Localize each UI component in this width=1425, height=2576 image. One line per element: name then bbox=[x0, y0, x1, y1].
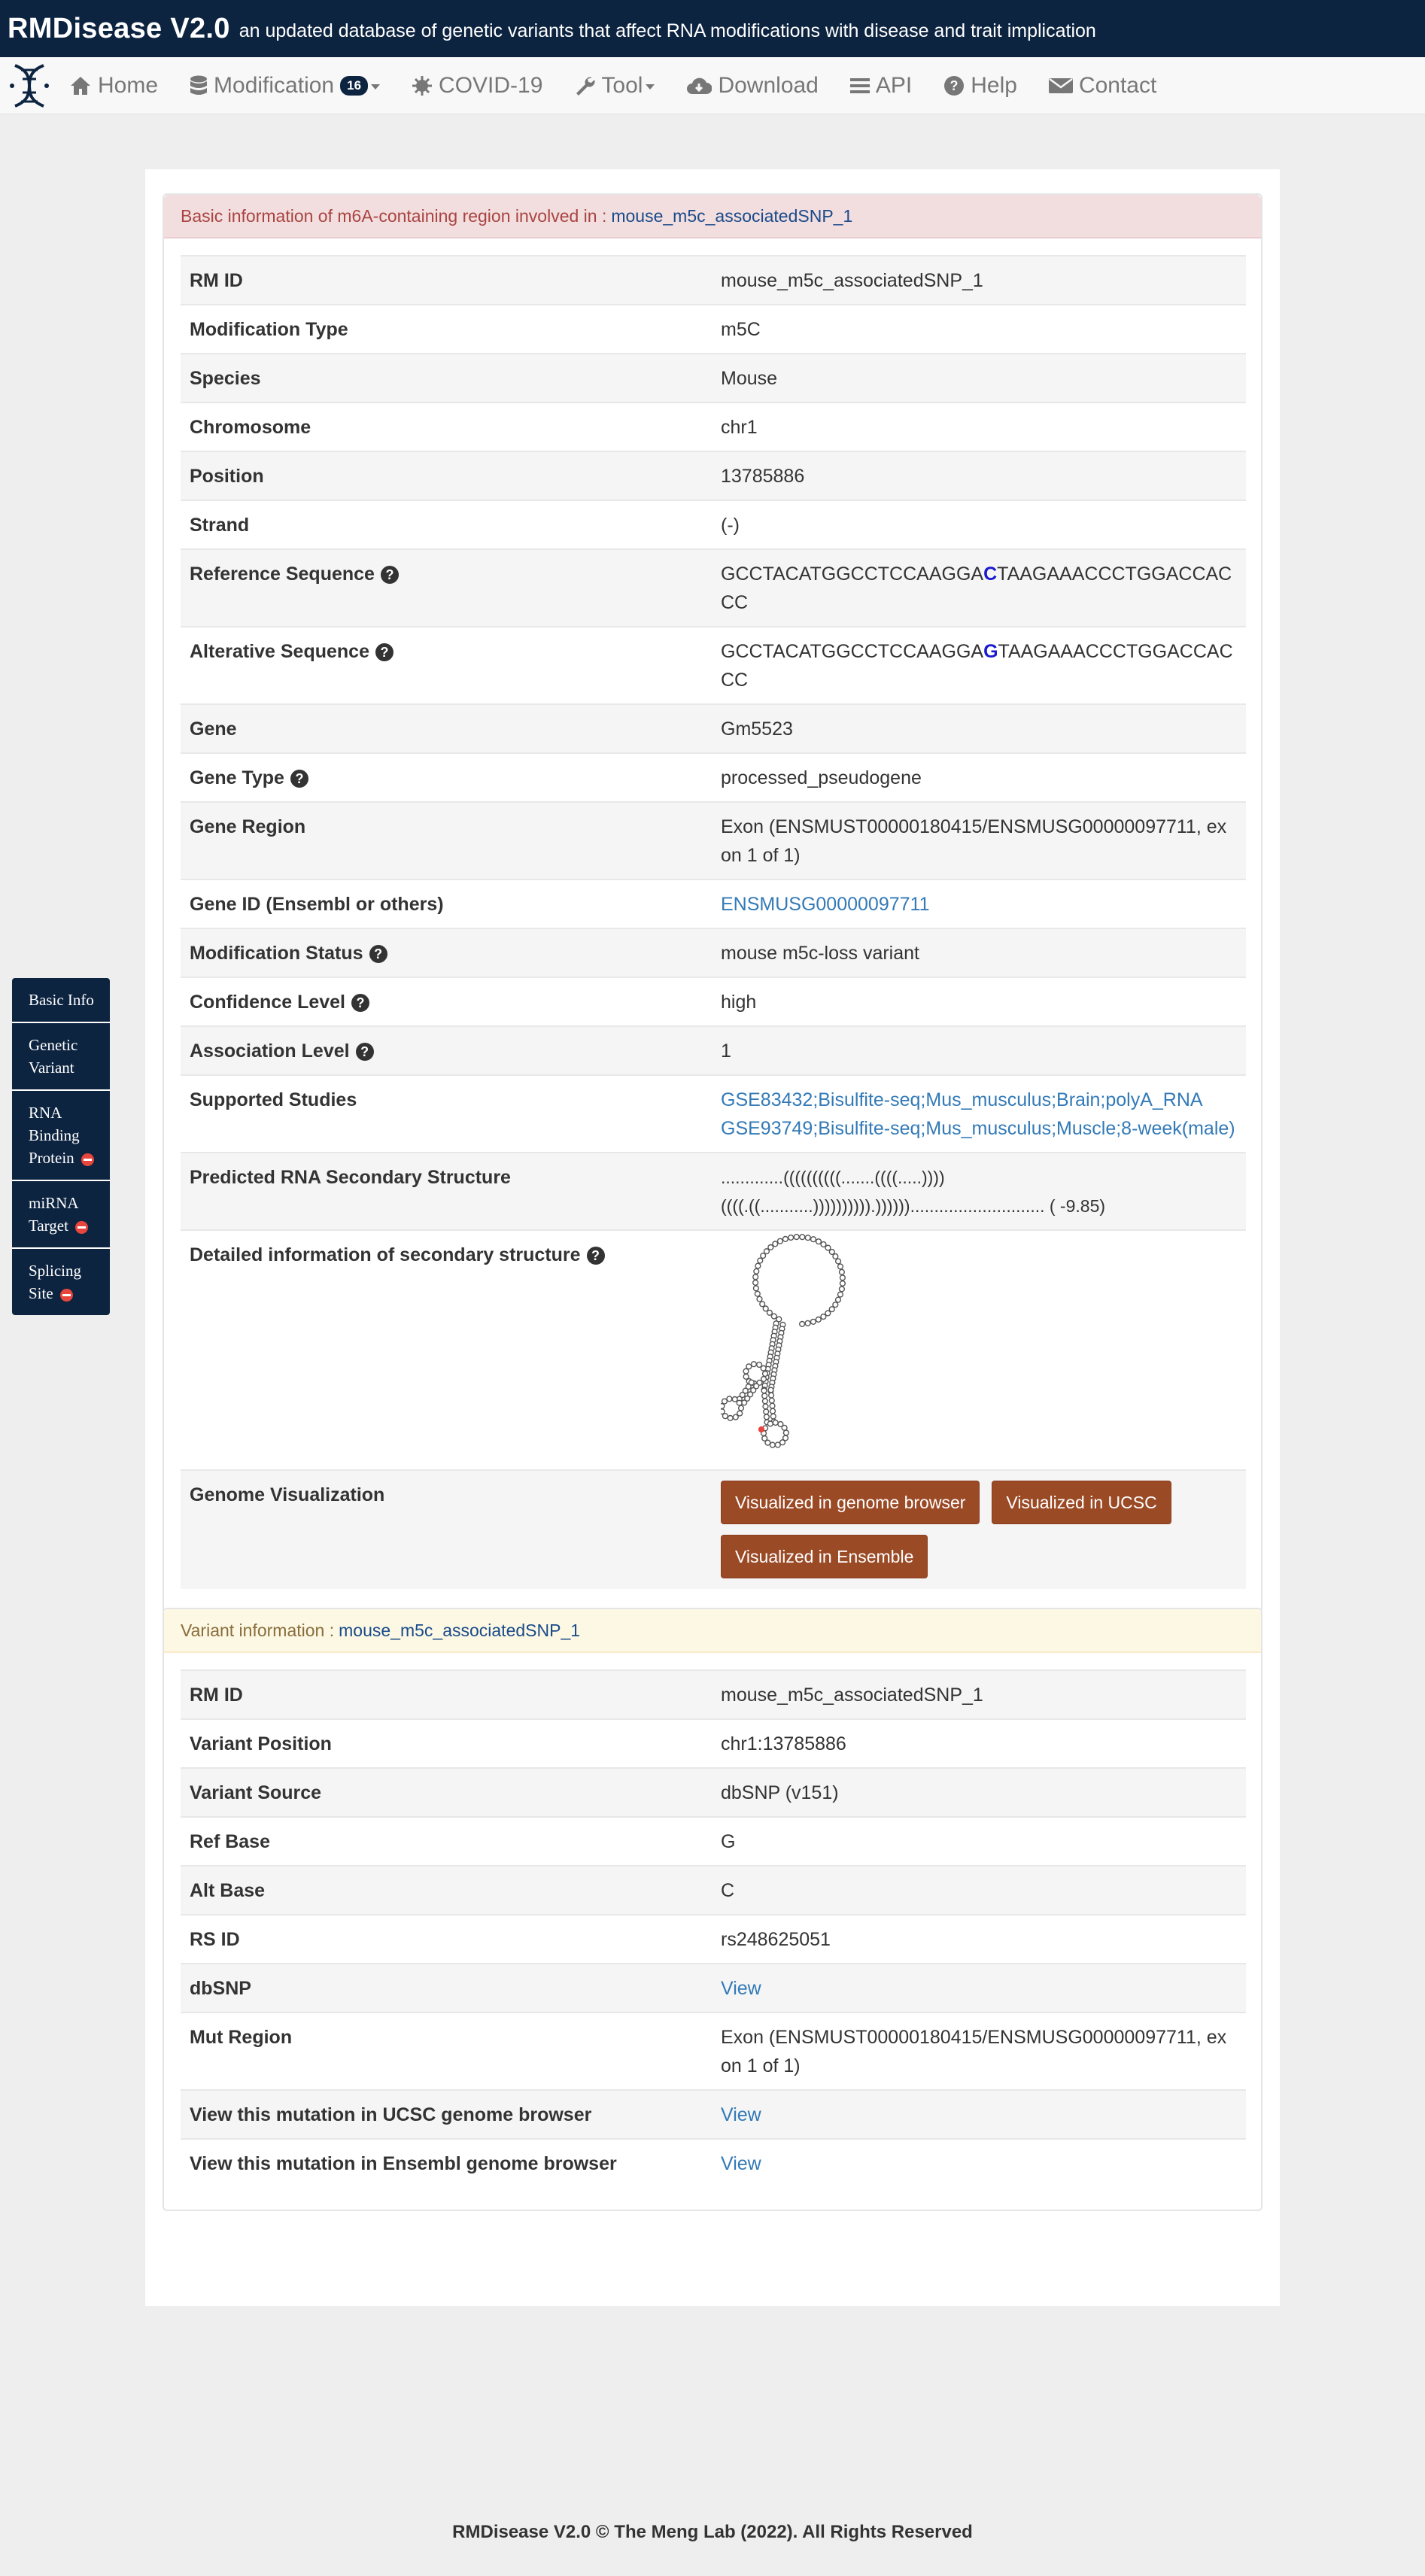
nav-covid-label: COVID-19 bbox=[439, 72, 543, 98]
help-icon[interactable]: ? bbox=[375, 643, 393, 661]
sidenav-mirna-target-label: miRNA Target bbox=[29, 1194, 78, 1235]
nucleotide-bead bbox=[821, 1314, 826, 1320]
virus-icon bbox=[412, 75, 433, 96]
section-sidenav bbox=[12, 978, 110, 1315]
minus-circle-icon bbox=[81, 1153, 94, 1166]
nucleotide-bead bbox=[821, 1242, 826, 1247]
row-value: rs248625051 bbox=[712, 1915, 1246, 1964]
row-key: Gene ID (Ensembl or others) bbox=[181, 879, 712, 928]
genome-browser-button[interactable]: Visualized in genome browser bbox=[721, 1481, 980, 1524]
question-circle-icon bbox=[943, 75, 965, 96]
row-value: C bbox=[712, 1866, 1246, 1915]
row-key bbox=[181, 1026, 712, 1075]
nucleotide-bead bbox=[784, 1430, 789, 1435]
row-key: Genome Visualization bbox=[181, 1470, 712, 1589]
main-content bbox=[145, 169, 1280, 2306]
table-row bbox=[181, 1915, 1246, 1964]
dna-logo-icon[interactable] bbox=[5, 61, 54, 111]
row-value: Exon (ENSMUST00000180415/ENSMUSG00000097711, exon 1 of 1) bbox=[712, 2012, 1246, 2090]
sidenav-rna-binding-protein-label: RNA Binding Protein bbox=[29, 1104, 80, 1167]
nucleotide-bead bbox=[840, 1269, 845, 1274]
association-level-label: Association Level bbox=[190, 1040, 350, 1062]
row-key: Gene bbox=[181, 704, 712, 753]
variant-info-table bbox=[181, 1669, 1246, 2187]
sidenav-basic-info[interactable] bbox=[12, 978, 110, 1023]
nucleotide-bead bbox=[805, 1320, 810, 1326]
nucleotide-bead bbox=[761, 1253, 766, 1259]
modification-status-label: Modification Status bbox=[190, 943, 363, 964]
nucleotide-bead bbox=[721, 1404, 725, 1409]
alterative-sequence-label: Alterative Sequence bbox=[190, 641, 369, 662]
ensemble-button[interactable]: Visualized in Ensemble bbox=[721, 1535, 928, 1578]
row-value: Gm5523 bbox=[712, 704, 1246, 753]
table-row bbox=[181, 1719, 1246, 1768]
nucleotide-bead bbox=[722, 1399, 728, 1404]
basic-info-panel bbox=[163, 193, 1262, 1613]
sidenav-genetic-variant[interactable] bbox=[12, 1023, 110, 1091]
nucleotide-bead bbox=[743, 1368, 749, 1374]
variant-info-heading bbox=[164, 1609, 1261, 1653]
row-value bbox=[712, 2139, 1246, 2187]
row-key: View this mutation in UCSC genome browser bbox=[181, 2090, 712, 2139]
row-value bbox=[712, 1230, 1246, 1470]
nucleotide-bead bbox=[838, 1292, 843, 1297]
nucleotide-bead bbox=[733, 1414, 738, 1420]
table-row bbox=[181, 704, 1246, 753]
row-key bbox=[181, 928, 712, 977]
row-value: processed_pseudogene bbox=[712, 753, 1246, 802]
table-row bbox=[181, 402, 1246, 451]
study-link[interactable]: GSE83432;Bisulfite-seq;Mus_musculus;Brain;polyA_RNA bbox=[721, 1089, 1203, 1110]
row-key: Modification Type bbox=[181, 305, 712, 354]
row-key: Variant Position bbox=[181, 1719, 712, 1768]
row-value: (-) bbox=[712, 500, 1246, 549]
nucleotide-bead bbox=[752, 1362, 757, 1367]
nucleotide-bead bbox=[800, 1322, 805, 1327]
rna-secondary-structure-diagram[interactable] bbox=[721, 1234, 871, 1452]
nucleotide-bead bbox=[758, 1258, 763, 1263]
row-key: Mut Region bbox=[181, 2012, 712, 2090]
row-key: RM ID bbox=[181, 256, 712, 305]
nucleotide-bead bbox=[825, 1245, 831, 1250]
database-icon bbox=[190, 74, 208, 97]
nucleotide-bead bbox=[805, 1235, 810, 1241]
help-icon[interactable]: ? bbox=[381, 566, 399, 584]
nucleotide-bead bbox=[754, 1286, 759, 1291]
nucleotide-bead bbox=[761, 1388, 767, 1393]
nucleotide-bead bbox=[760, 1302, 765, 1307]
table-row bbox=[181, 549, 1246, 627]
nav-download-label: Download bbox=[718, 72, 819, 98]
table-row bbox=[181, 1470, 1246, 1589]
row-key: Position bbox=[181, 451, 712, 500]
nucleotide-bead bbox=[825, 1311, 831, 1316]
row-key: Alt Base bbox=[181, 1866, 712, 1915]
minus-circle-icon bbox=[75, 1221, 88, 1234]
ucsc-view-link[interactable]: View bbox=[721, 2104, 761, 2125]
nucleotide-bead bbox=[762, 1393, 767, 1399]
nucleotide-bead bbox=[755, 1291, 760, 1296]
row-key: dbSNP bbox=[181, 1964, 712, 2012]
row-key: View this mutation in Ensembl genome browser bbox=[181, 2139, 712, 2187]
row-key: Species bbox=[181, 354, 712, 402]
nucleotide-bead bbox=[778, 1238, 783, 1244]
alterative-sequence-value bbox=[712, 627, 1246, 704]
nucleotide-bead bbox=[816, 1317, 821, 1323]
nucleotide-bead bbox=[800, 1235, 805, 1240]
table-row bbox=[181, 2139, 1246, 2187]
row-key: RM ID bbox=[181, 1670, 712, 1719]
nucleotide-bead bbox=[769, 1398, 774, 1403]
main-navbar bbox=[0, 57, 1425, 114]
site-brand[interactable]: RMDisease V2.0 bbox=[8, 12, 230, 44]
nucleotide-bead bbox=[754, 1268, 759, 1274]
secondary-structure-label: Detailed information of secondary structure bbox=[190, 1244, 581, 1265]
row-value: dbSNP (v151) bbox=[712, 1768, 1246, 1817]
row-value bbox=[712, 1964, 1246, 2012]
row-key bbox=[181, 1230, 712, 1470]
nucleotide-bead bbox=[829, 1307, 834, 1312]
basic-info-heading bbox=[164, 195, 1261, 238]
sidenav-basic-info-label: Basic Info bbox=[29, 991, 94, 1009]
nucleotide-bead bbox=[833, 1254, 838, 1259]
help-icon[interactable]: ? bbox=[290, 770, 308, 788]
nucleotide-bead bbox=[838, 1264, 843, 1269]
table-row bbox=[181, 1817, 1246, 1866]
reference-sequence-label: Reference Sequence bbox=[190, 564, 375, 585]
nav-home[interactable] bbox=[69, 73, 158, 99]
table-row bbox=[181, 879, 1246, 928]
nucleotide-bead bbox=[763, 1306, 768, 1311]
nucleotide-bead bbox=[833, 1302, 838, 1308]
nucleotide-bead bbox=[836, 1297, 841, 1302]
dot-bracket-line-1: .............((((((((((.......((((.....)))) bbox=[721, 1168, 945, 1187]
row-key: RS ID bbox=[181, 1915, 712, 1964]
nucleotide-bead bbox=[811, 1319, 816, 1324]
help-icon[interactable]: ? bbox=[356, 1043, 374, 1061]
row-value: mouse_m5c_associatedSNP_1 bbox=[712, 256, 1246, 305]
sequence-prefix: GCCTACATGGCCTCCAAGGA bbox=[721, 641, 984, 662]
nucleotide-bead bbox=[728, 1416, 733, 1421]
nucleotide-bead bbox=[743, 1374, 749, 1379]
sequence-variant-base: C bbox=[983, 564, 998, 585]
nucleotide-bead bbox=[753, 1274, 758, 1280]
table-row bbox=[181, 977, 1246, 1026]
sequence-prefix: GCCTACATGGCCTCCAAGGA bbox=[721, 564, 984, 585]
help-icon[interactable]: ? bbox=[587, 1247, 605, 1265]
nucleotide-bead bbox=[762, 1436, 767, 1441]
table-row bbox=[181, 802, 1246, 879]
table-row bbox=[181, 500, 1246, 549]
dot-bracket-line-2: ((((.((...........)))))))))).))))))............................ ( -9.85) bbox=[721, 1196, 1106, 1216]
nav-download[interactable] bbox=[686, 73, 818, 99]
nucleotide-bead bbox=[764, 1414, 770, 1420]
ucsc-button[interactable]: Visualized in UCSC bbox=[992, 1481, 1171, 1524]
row-key: Chromosome bbox=[181, 402, 712, 451]
help-icon[interactable]: ? bbox=[351, 994, 369, 1012]
table-row bbox=[181, 928, 1246, 977]
sidenav-mirna-target[interactable] bbox=[12, 1181, 110, 1249]
row-value: chr1:13785886 bbox=[712, 1719, 1246, 1768]
nucleotide-bead bbox=[775, 1442, 780, 1447]
nav-tool[interactable] bbox=[574, 73, 655, 99]
row-value: Mouse bbox=[712, 354, 1246, 402]
table-row bbox=[181, 1075, 1246, 1153]
row-key: Strand bbox=[181, 500, 712, 549]
site-tagline: an updated database of genetic variants that affect RNA modifications with disease and trait implication bbox=[239, 20, 1096, 41]
row-key: Gene Region bbox=[181, 802, 712, 879]
table-row bbox=[181, 256, 1246, 305]
variant-info-heading-text: Variant information : bbox=[181, 1620, 335, 1640]
nucleotide-bead bbox=[763, 1372, 768, 1377]
sidenav-splicing-site[interactable] bbox=[12, 1249, 110, 1315]
top-banner bbox=[0, 0, 1425, 57]
nav-tool-label: Tool bbox=[601, 72, 643, 98]
nucleotide-bead bbox=[811, 1237, 816, 1242]
nucleotide-bead bbox=[761, 1365, 766, 1371]
row-value bbox=[712, 1153, 1246, 1230]
row-value bbox=[712, 1075, 1246, 1153]
nucleotide-bead bbox=[753, 1280, 758, 1286]
basic-info-table bbox=[181, 255, 1246, 1589]
nucleotide-bead bbox=[739, 1405, 744, 1411]
nucleotide-bead bbox=[746, 1364, 752, 1369]
sidenav-splicing-site-label: Splicing Site bbox=[29, 1262, 82, 1302]
basic-info-heading-text: Basic information of m6A-containing region involved in : bbox=[181, 205, 607, 226]
nucleotide-bead bbox=[764, 1249, 770, 1254]
row-key: Ref Base bbox=[181, 1817, 712, 1866]
sequence-suffix: TAAGAAACCCTGGACCACCC bbox=[721, 641, 1233, 691]
row-value bbox=[712, 879, 1246, 928]
row-key bbox=[181, 753, 712, 802]
row-value: mouse m5c-loss variant bbox=[712, 928, 1246, 977]
home-icon bbox=[69, 75, 92, 96]
table-row bbox=[181, 354, 1246, 402]
row-key: Supported Studies bbox=[181, 1075, 712, 1153]
cloud-download-icon bbox=[686, 76, 712, 96]
nucleotide-bead bbox=[773, 1241, 778, 1247]
table-row bbox=[181, 753, 1246, 802]
nav-help[interactable] bbox=[943, 73, 1017, 99]
table-row bbox=[181, 1964, 1246, 2012]
nucleotide-bead bbox=[768, 1387, 773, 1393]
row-value bbox=[712, 1470, 1246, 1589]
nucleotide-bead bbox=[794, 1235, 799, 1240]
gene-type-label: Gene Type bbox=[190, 767, 284, 788]
row-value: Exon (ENSMUST00000180415/ENSMUSG00000097711, exon 1 of 1) bbox=[712, 802, 1246, 879]
nav-modification-label: Modification bbox=[214, 72, 335, 98]
variant-info-panel bbox=[163, 1608, 1262, 2211]
table-row bbox=[181, 1230, 1246, 1470]
nucleotide-bead bbox=[770, 1408, 776, 1414]
nucleotide-bead bbox=[840, 1286, 845, 1292]
nav-help-label: Help bbox=[971, 72, 1017, 98]
chevron-down-icon bbox=[371, 84, 380, 90]
minus-circle-icon bbox=[60, 1289, 73, 1302]
basic-info-heading-id[interactable]: mouse_m5c_associatedSNP_1 bbox=[611, 205, 853, 226]
chevron-down-icon bbox=[646, 84, 655, 90]
gene-id-link[interactable]: ENSMUSG00000097711 bbox=[721, 894, 930, 915]
list-icon bbox=[850, 77, 870, 95]
nucleotide-bead bbox=[759, 1427, 764, 1432]
table-row bbox=[181, 1768, 1246, 1817]
row-value: mouse_m5c_associatedSNP_1 bbox=[712, 1670, 1246, 1719]
row-value: G bbox=[712, 1817, 1246, 1866]
nucleotide-bead bbox=[764, 1409, 769, 1414]
nav-contact[interactable] bbox=[1049, 73, 1156, 99]
nav-api-label: API bbox=[875, 72, 913, 98]
envelope-icon bbox=[1049, 77, 1073, 95]
nav-modification[interactable] bbox=[190, 73, 380, 99]
modification-count-badge: 16 bbox=[340, 76, 368, 96]
nucleotide-bead bbox=[737, 1400, 742, 1405]
reference-sequence-value bbox=[712, 549, 1246, 627]
ensembl-view-link[interactable]: View bbox=[721, 2153, 761, 2174]
nucleotide-bead bbox=[771, 1314, 776, 1319]
nucleotide-bead bbox=[767, 1421, 773, 1426]
nucleotide-bead bbox=[816, 1239, 822, 1244]
nucleotide-bead bbox=[768, 1245, 773, 1250]
row-value bbox=[712, 2090, 1246, 2139]
wrench-icon bbox=[574, 75, 595, 96]
nucleotide-bead bbox=[755, 1263, 761, 1268]
table-row bbox=[181, 305, 1246, 354]
confidence-level-label: Confidence Level bbox=[190, 992, 345, 1013]
table-row bbox=[181, 451, 1246, 500]
nucleotide-bead bbox=[763, 1404, 768, 1409]
table-row bbox=[181, 2090, 1246, 2139]
table-row bbox=[181, 2012, 1246, 2090]
table-row bbox=[181, 1670, 1246, 1719]
nucleotide-bead bbox=[773, 1420, 778, 1426]
nucleotide-bead bbox=[840, 1275, 846, 1280]
row-value: m5C bbox=[712, 305, 1246, 354]
row-key bbox=[181, 627, 712, 704]
nav-home-label: Home bbox=[98, 72, 159, 98]
nucleotide-bead bbox=[769, 1393, 774, 1398]
variant-info-heading-id[interactable]: mouse_m5c_associatedSNP_1 bbox=[339, 1620, 581, 1640]
footer: RMDisease V2.0 © The Meng Lab (2022). All Rights Reserved bbox=[452, 2522, 973, 2542]
nucleotide-bead bbox=[788, 1235, 794, 1241]
sidenav-rna-binding-protein[interactable] bbox=[12, 1091, 110, 1181]
row-key bbox=[181, 977, 712, 1026]
nucleotide-bead bbox=[742, 1400, 747, 1405]
nucleotide-bead bbox=[782, 1425, 787, 1430]
sequence-variant-base: G bbox=[983, 641, 998, 662]
nucleotide-bead bbox=[770, 1403, 775, 1408]
nucleotide-bead bbox=[836, 1259, 841, 1264]
nucleotide-bead bbox=[727, 1396, 732, 1402]
table-row bbox=[181, 1026, 1246, 1075]
dbsnp-view-link[interactable]: View bbox=[721, 1978, 761, 1999]
nucleotide-bead bbox=[721, 1409, 725, 1414]
study-link[interactable]: GSE93749;Bisulfite-seq;Mus_musculus;Muscle;8-week(male) bbox=[721, 1118, 1235, 1139]
nucleotide-bead bbox=[840, 1281, 846, 1286]
row-value: chr1 bbox=[712, 402, 1246, 451]
row-key bbox=[181, 549, 712, 627]
nav-covid[interactable] bbox=[412, 73, 542, 99]
row-value: 1 bbox=[712, 1026, 1246, 1075]
sidenav-genetic-variant-label: Genetic Variant bbox=[29, 1036, 78, 1077]
nucleotide-bead bbox=[829, 1250, 834, 1255]
svg-text:?: ? bbox=[949, 77, 959, 93]
nucleotide-bead bbox=[732, 1397, 737, 1402]
nucleotide-bead bbox=[763, 1399, 768, 1404]
sequence-suffix: TAAGAAACCCTGGACCACCC bbox=[721, 564, 1232, 613]
table-row bbox=[181, 1866, 1246, 1915]
nucleotide-bead bbox=[757, 1296, 762, 1302]
nucleotide-bead bbox=[767, 1310, 773, 1315]
row-value: 13785886 bbox=[712, 451, 1246, 500]
nav-contact-label: Contact bbox=[1078, 72, 1157, 98]
help-icon[interactable]: ? bbox=[369, 945, 387, 963]
table-row bbox=[181, 627, 1246, 704]
row-key: Variant Source bbox=[181, 1768, 712, 1817]
nucleotide-bead bbox=[783, 1237, 788, 1242]
nav-api[interactable] bbox=[850, 73, 912, 99]
nucleotide-bead bbox=[770, 1414, 776, 1419]
table-row bbox=[181, 1153, 1246, 1230]
row-key: Predicted RNA Secondary Structure bbox=[181, 1153, 712, 1230]
row-value: high bbox=[712, 977, 1246, 1026]
